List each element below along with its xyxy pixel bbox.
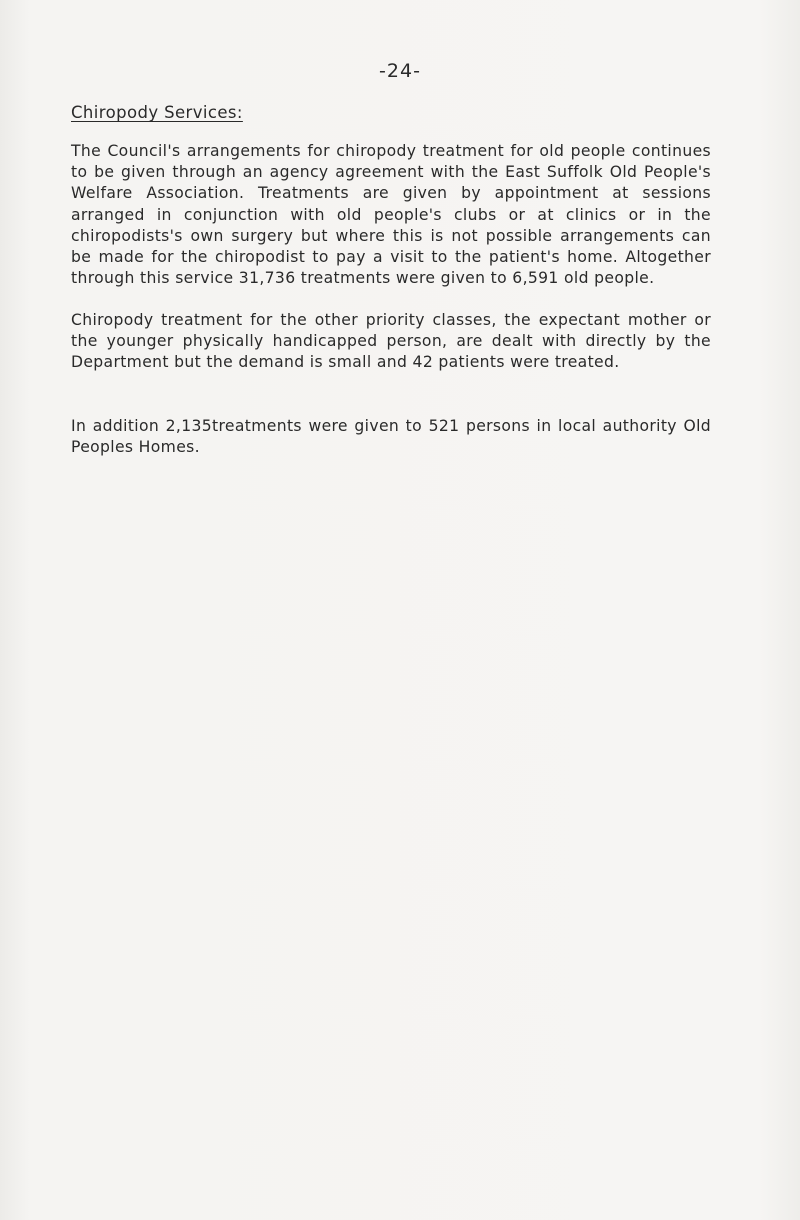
page-number: -24- [379, 60, 421, 82]
paragraph-priority-classes: Chiropody treatment for the other priority classes, the expectant mother or the younger physically handicapped person, are dealt with directly by the Department but the demand is small and 42 patients were treated. [71, 311, 711, 372]
paragraph-old-peoples-homes: In addition 2,135treatments were given to 521 persons in local authority Old Peoples Homes. [71, 417, 711, 457]
paragraph-arrangements: The Council's arrangements for chiropody treatment for old people continues to be given through an agency agreement with the East Suffolk Old People's Welfare Association. Treatments are given by appointment at sessions arranged in conjunction with old people's clubs or at clinics or in the chiropodists's own surgery but where this is not possible arrangements can be made for the chiropodist to pay a visit to the patient's home. Altogether through this service 31,736 treatments were given to 6,591 old people. [71, 142, 711, 288]
section-heading: Chiropody Services: [71, 103, 243, 122]
